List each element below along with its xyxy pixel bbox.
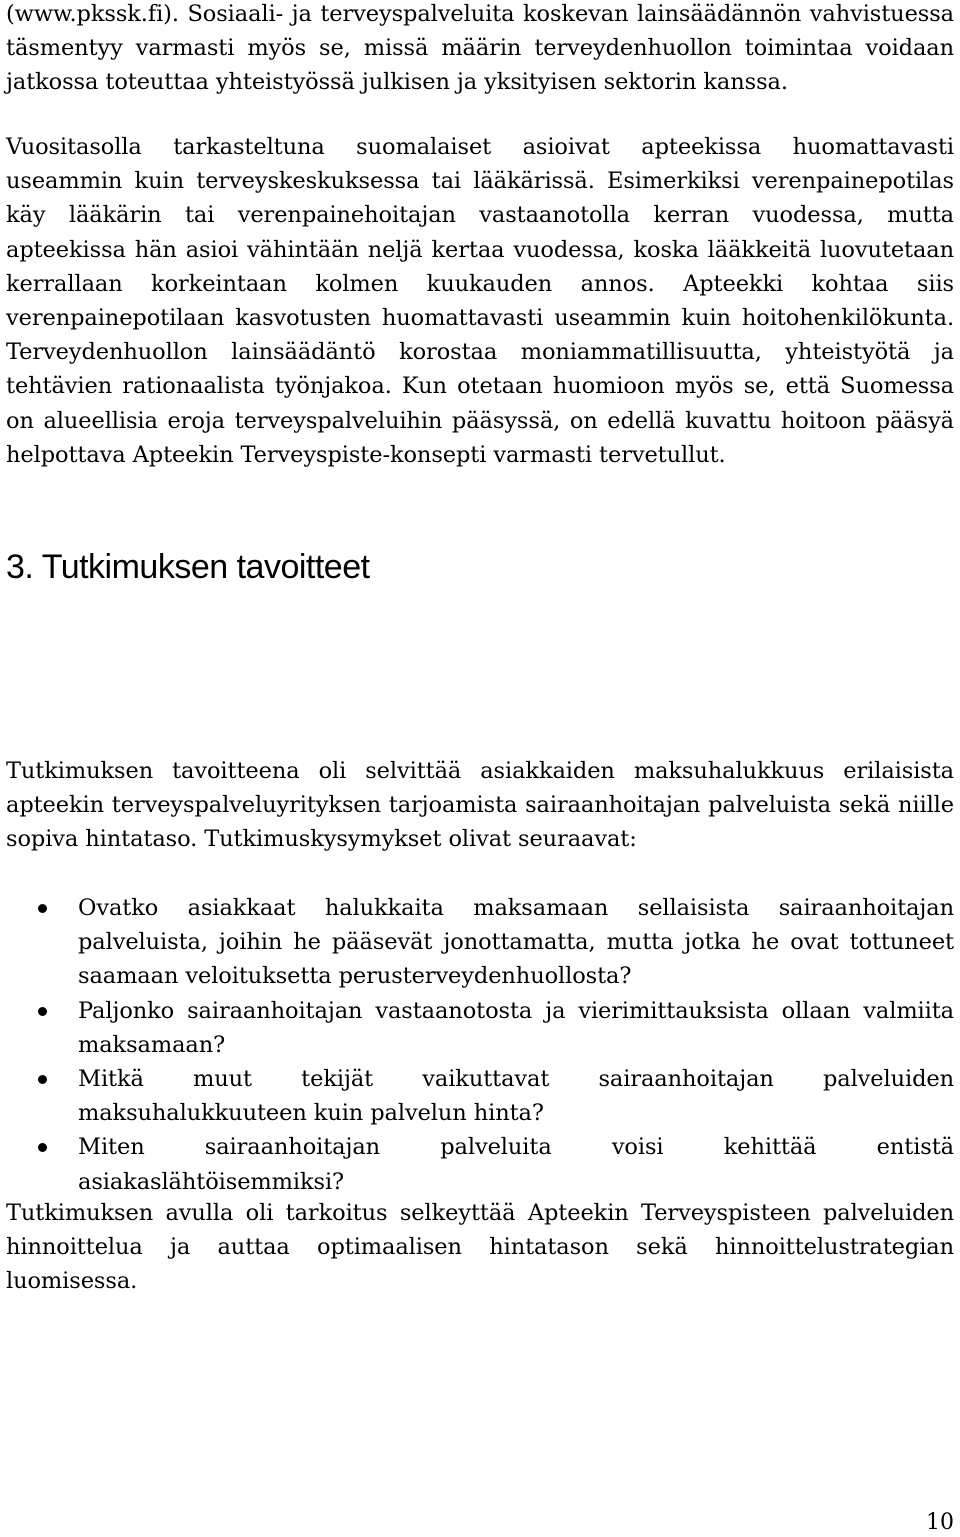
- page-number: 10: [926, 1510, 954, 1535]
- bullet-icon: [38, 1007, 47, 1016]
- paragraph-research-goal: Tutkimuksen tavoitteena oli selvittää asiakkaiden maksuhalukkuus erilaisista apteekin terveyspalveluyrityksen tarjoamista sairaanhoitajan palveluista sekä niille sopiva hintataso. Tutkimuskysymykset olivat seuraavat:: [6, 758, 954, 853]
- list-item: [0, 891, 954, 994]
- list-item-text: Miten sairaanhoitajan palveluita voisi kehittää entistä asiakaslähtöisemmiksi?: [78, 1134, 954, 1195]
- paragraph-research-purpose: Tutkimuksen avulla oli tarkoitus selkeyttää Apteekin Terveyspisteen palveluiden hinnoittelua ja auttaa optimaalisen hintatason sekä hinnoittelustrategian luomisessa.: [6, 1200, 954, 1295]
- bullet-icon: [38, 1075, 47, 1084]
- list-item: [0, 1130, 954, 1198]
- section-heading: 3. Tutkimuksen tavoitteet: [6, 548, 370, 586]
- bullet-icon: [38, 1143, 47, 1152]
- list-item: [0, 994, 954, 1062]
- list-item-text: Ovatko asiakkaat halukkaita maksamaan sellaisista sairaanhoitajan palveluista, joihin he pääsevät jonottamatta, mutta jotka he ovat tottuneet saamaan veloituksetta perusterveydenhuollosta?: [78, 895, 954, 990]
- research-questions-list: [0, 891, 960, 1199]
- list-item-text: Paljonko sairaanhoitajan vastaanotosta ja vierimittauksista ollaan valmiita maksamaan?: [78, 997, 954, 1058]
- list-item: [0, 1062, 954, 1130]
- bullet-icon: [38, 904, 47, 913]
- paragraph-intro-continuation: (www.pkssk.fi). Sosiaali- ja terveyspalveluita koskevan lainsäädännön vahvistuessa täsmentyy varmasti myös se, missä määrin terveydenhuollon toimintaa voidaan jatkossa toteuttaa yhteistyössä julkisen ja yksityisen sektorin kanssa.: [6, 1, 954, 96]
- paragraph-pharmacy-visits: Vuositasolla tarkasteltuna suomalaiset asioivat apteekissa huomattavasti useammin kuin terveyskeskuksessa tai lääkärissä. Esimerkiksi verenpainepotilas käy lääkärin tai verenpainehoitajan vastaanotolla kerran vuodessa, mutta apteekissa hän asioi vähintään neljä kertaa vuodessa, koska lääkkeitä luovutetaan kerrallaan korkeintaan kolmen kuukauden annos. Apteekki kohtaa siis verenpainepotilaan kasvotusten huomattavasti useammin kuin hoitohenkilökunta. Terveydenhuollon lainsäädäntö korostaa moniammatillisuutta, yhteistyötä ja tehtävien rationaalista työnjakoa. Kun otetaan huomioon myös se, että Suomessa on alueellisia eroja terveyspalveluihin pääsyssä, on edellä kuvattu hoitoon pääsyä helpottava Apteekin Terveyspiste-konsepti varmasti tervetullut.: [6, 134, 954, 468]
- list-item-text: Mitkä muut tekijät vaikuttavat sairaanhoitajan palveluiden maksuhalukkuuteen kuin palvelun hinta?: [78, 1066, 954, 1127]
